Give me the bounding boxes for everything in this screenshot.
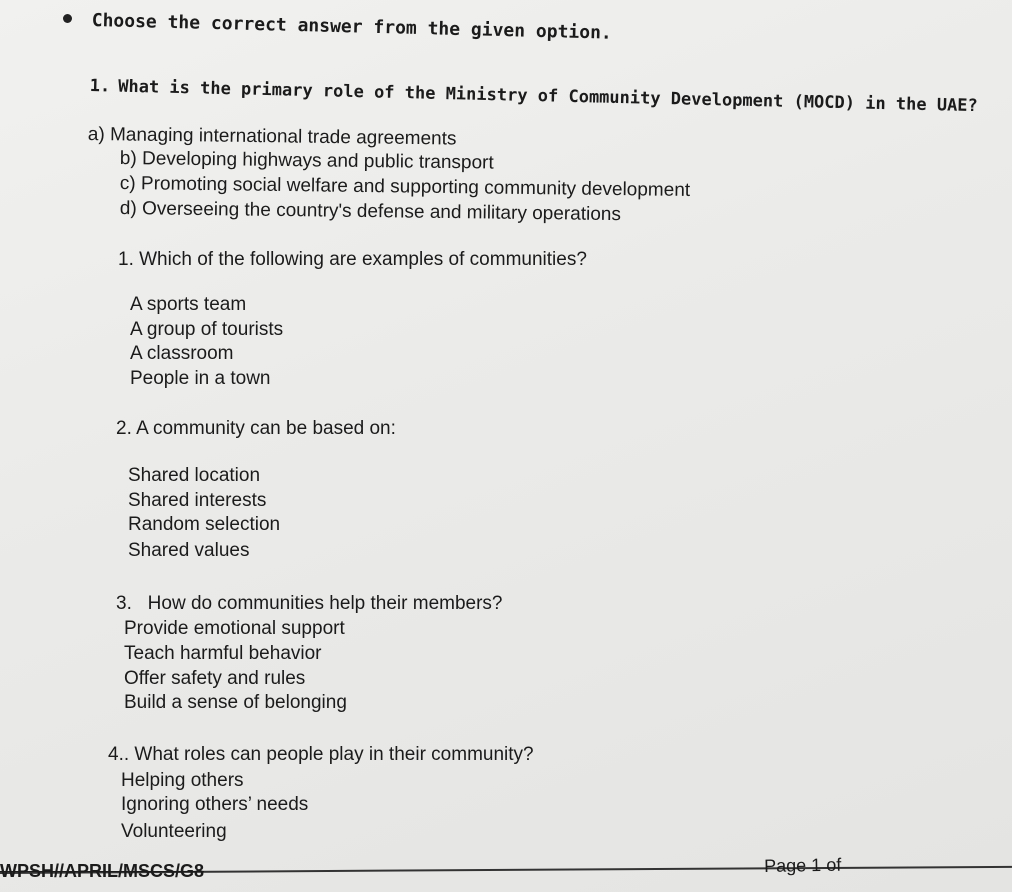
instruction-text: Choose the correct answer from the given option. bbox=[91, 10, 613, 44]
question-5-option: Helping others bbox=[121, 770, 244, 791]
footer-document-code: WPSH//APRIL/MSCS/G8 bbox=[0, 861, 205, 881]
question-4-option: Offer safety and rules bbox=[124, 668, 306, 689]
question-4-option: Build a sense of belonging bbox=[124, 692, 347, 713]
footer-page-number: Page 1 of bbox=[764, 854, 842, 876]
question-3-option: Shared interests bbox=[128, 490, 267, 511]
question-3-option: Random selection bbox=[128, 514, 281, 535]
question-1-option-a: a) Managing international trade agreements bbox=[87, 124, 457, 150]
question-2-option: A group of tourists bbox=[130, 319, 284, 340]
question-5-option: Ignoring others’ needs bbox=[121, 794, 309, 815]
question-1-option-d: d) Overseeing the country's defense and military operations bbox=[119, 198, 622, 226]
question-5-text: 4.. What roles can people play in their community? bbox=[108, 744, 534, 765]
question-1-number: 1. bbox=[89, 76, 111, 97]
question-4-option: Teach harmful behavior bbox=[124, 643, 322, 664]
question-2-option: A classroom bbox=[130, 343, 234, 364]
question-5-option: Volunteering bbox=[121, 821, 227, 842]
question-2-option: A sports team bbox=[130, 294, 247, 315]
question-1-option-c: c) Promoting social welfare and supporting community development bbox=[119, 173, 691, 201]
question-3-text: 2. A community can be based on: bbox=[116, 418, 396, 439]
question-2-option: People in a town bbox=[130, 368, 271, 389]
question-2-text: 1. Which of the following are examples of communities? bbox=[118, 249, 587, 270]
question-1-title bbox=[90, 76, 978, 116]
question-4-text: 3. How do communities help their members? bbox=[116, 593, 503, 614]
bullet-icon bbox=[63, 14, 72, 23]
question-1-option-b: b) Developing highways and public transport bbox=[119, 148, 494, 174]
question-1-text: What is the primary role of the Ministry of Community Development (MOCD) in the UAE? bbox=[118, 76, 978, 117]
question-3-option: Shared values bbox=[128, 540, 250, 561]
question-4-option: Provide emotional support bbox=[124, 618, 345, 639]
question-3-option: Shared location bbox=[128, 465, 261, 486]
